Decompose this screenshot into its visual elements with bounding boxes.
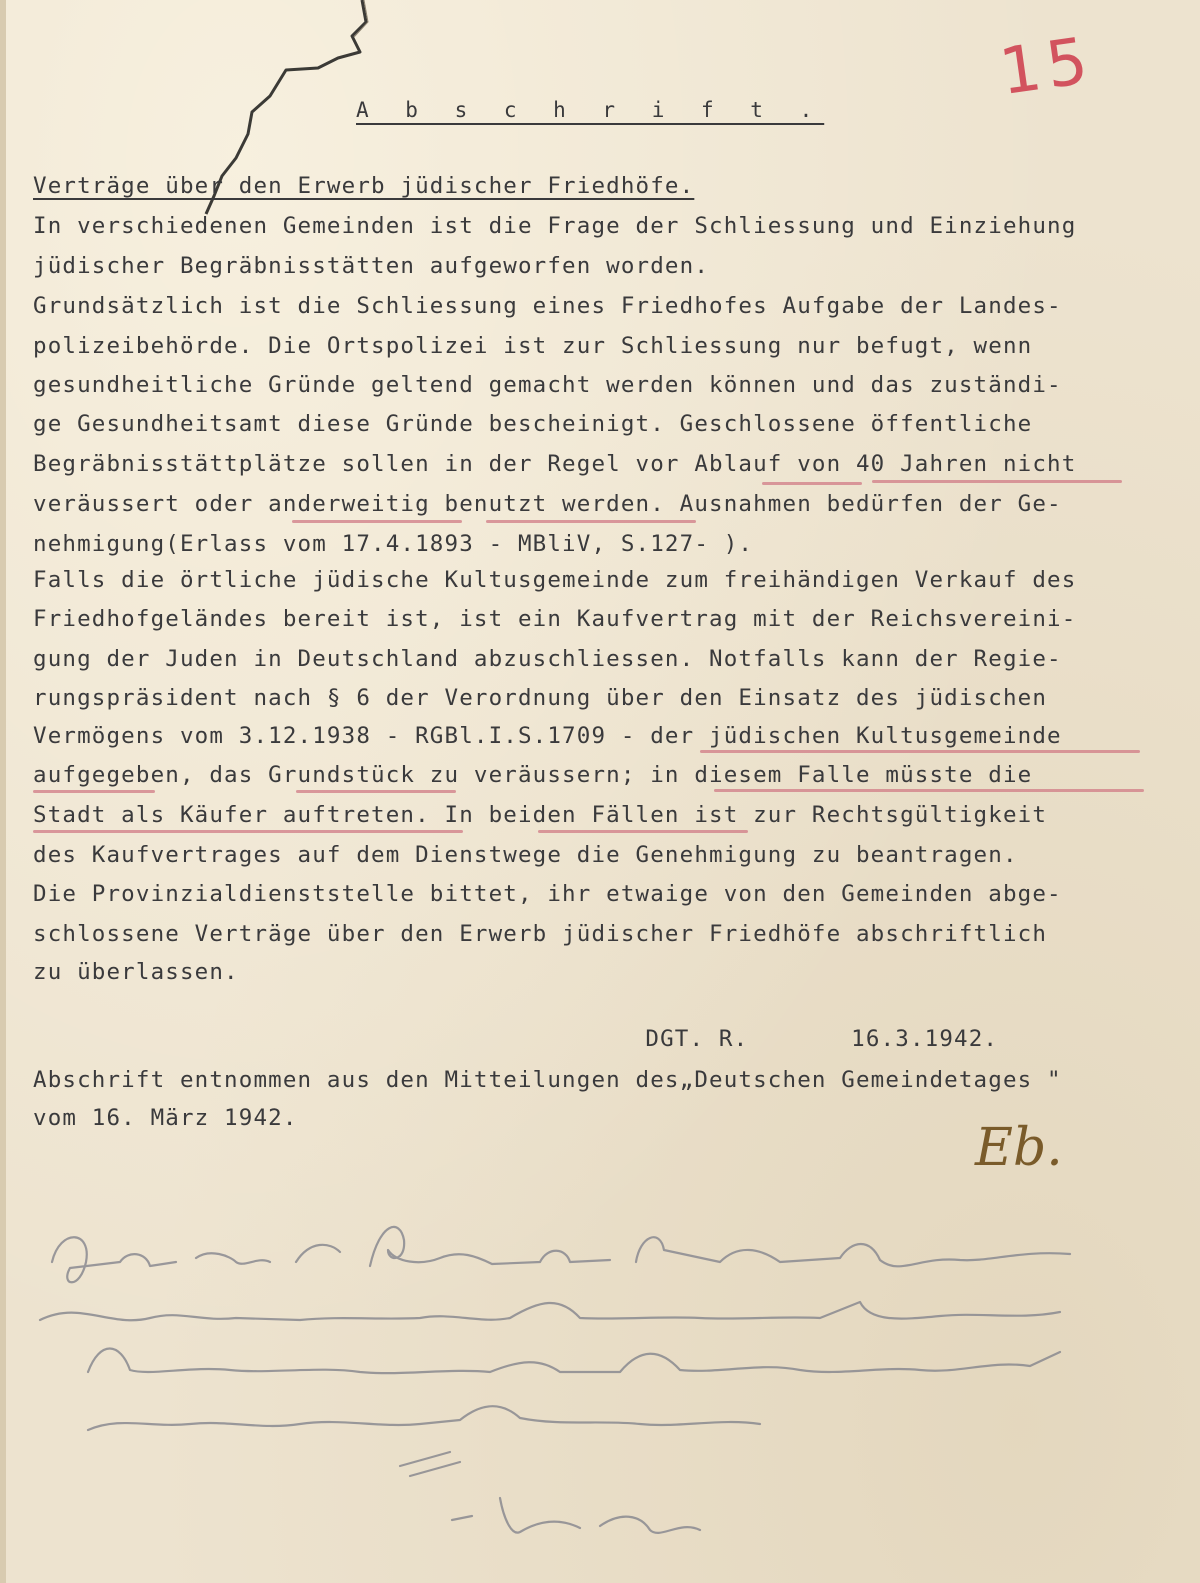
sign-off-sender: DGT. R. [645,1026,749,1052]
body-line: nehmigung(Erlass vom 17.4.1893 - MBliV, S.127- ). [33,531,754,557]
body-line: Stadt als Käufer auftreten. In beiden Fällen ist zur Rechtsgültigkeit [33,802,1048,828]
red-underline [33,790,155,793]
red-underline [714,789,1144,792]
handwritten-initials: Eb. [975,1118,1063,1178]
body-line: Falls die örtliche jüdische Kultusgemeinde zum freihändigen Verkauf des [33,567,1077,593]
body-line: gesundheitliche Gründe geltend gemacht werden können und das zuständi- [33,372,1062,398]
document-heading: A b s c h r i f t . [356,98,825,122]
page-number: 15 [995,23,1099,111]
body-line: Grundsätzlich ist die Schliessung eines Friedhofes Aufgabe der Landes- [33,293,1062,319]
red-underline [33,830,463,833]
body-line: Begräbnisstättplätze sollen in der Regel vor Ablauf von 40 Jahren nicht [33,451,1077,477]
footer-line: vom 16. März 1942. [33,1105,298,1131]
body-line: Vermögens vom 3.12.1938 - RGBl.I.S.1709 - der jüdischen Kultusgemeinde [33,723,1062,749]
sign-off [616,997,998,1053]
body-line: polizeibehörde. Die Ortspolizei ist zur Schliessung nur befugt, wenn [33,333,1033,359]
red-underline [700,750,1140,753]
body-line: Die Provinzialdienststelle bittet, ihr etwaige von den Gemeinden abge- [33,881,1062,907]
sign-off-date: 16.3.1942. [851,1026,999,1052]
red-underline [762,482,862,485]
footer-line: Abschrift entnommen aus den Mitteilungen des„Deutschen Gemeindetages " [33,1067,1062,1093]
red-underline [296,790,456,793]
red-underline [292,520,462,523]
subject-line: Verträge über den Erwerb jüdischer Friedhöfe. [33,173,695,199]
red-underline [486,520,696,523]
paper-edge [0,0,6,1583]
red-underline [538,830,748,833]
red-underline [872,480,1122,483]
body-line: Friedhofgeländes bereit ist, ist ein Kaufvertrag mit der Reichsvereini- [33,606,1077,632]
body-line: jüdischer Begräbnisstätten aufgeworfen worden. [33,253,710,279]
body-line: veräussert oder anderweitig benutzt werden. Ausnahmen bedürfen der Ge- [33,491,1062,517]
body-line: gung der Juden in Deutschland abzuschliessen. Notfalls kann der Regie- [33,646,1062,672]
body-line: des Kaufvertrages auf dem Dienstwege die Genehmigung zu beantragen. [33,842,1018,868]
body-line: aufgegeben, das Grundstück zu veräussern; in diesem Falle müsste die [33,762,1033,788]
body-line: ge Gesundheitsamt diese Gründe bescheinigt. Geschlossene öffentliche [33,411,1033,437]
body-line: schlossene Verträge über den Erwerb jüdischer Friedhöfe abschriftlich [33,921,1048,947]
body-line: rungspräsident nach § 6 der Verordnung über den Einsatz des jüdischen [33,685,1048,711]
body-line: zu überlassen. [33,959,239,985]
body-line: In verschiedenen Gemeinden ist die Frage der Schliessung und Einziehung [33,213,1077,239]
